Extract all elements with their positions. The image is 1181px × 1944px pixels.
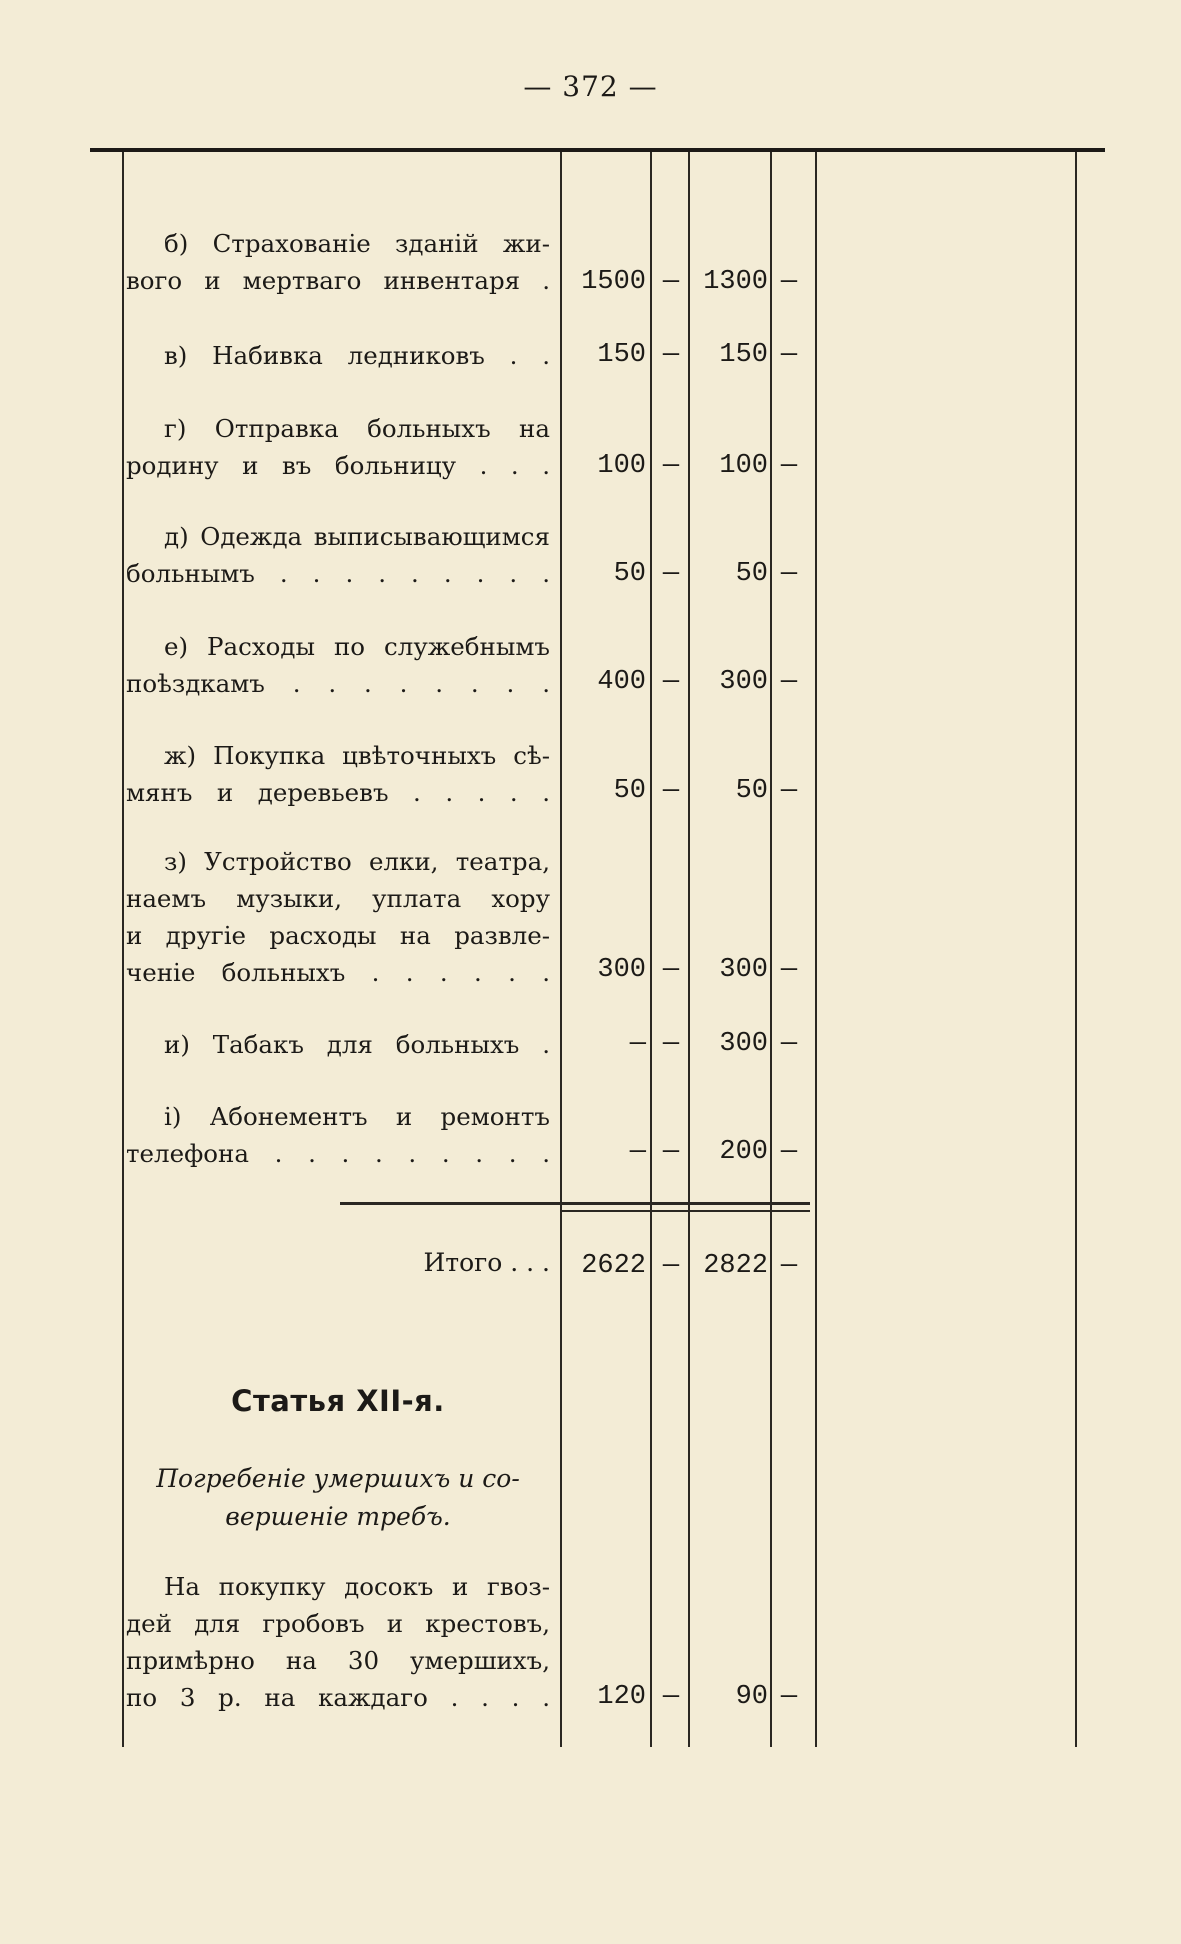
column-rule <box>815 152 817 1747</box>
total-kopeck: — <box>662 1251 680 1281</box>
amount-cell: 100 <box>719 451 768 481</box>
total-amount: 2622 <box>581 1251 646 1281</box>
section-title: Статья XII-я. <box>231 1384 445 1418</box>
amount-cell: 300 <box>719 955 768 985</box>
kopeck-cell: — <box>662 267 680 297</box>
amount-cell: 300 <box>597 955 646 985</box>
total-rule <box>340 1202 810 1205</box>
amount-cell: 50 <box>735 776 768 806</box>
column-rule <box>688 152 690 1747</box>
kopeck-cell: — <box>662 559 680 589</box>
amount-cell: — <box>629 1029 646 1059</box>
kopeck-cell: — <box>662 776 680 806</box>
amount-cell: 400 <box>597 667 646 697</box>
amount-cell: 200 <box>719 1137 768 1167</box>
kopeck-cell: — <box>780 955 798 985</box>
amount-cell: 300 <box>719 667 768 697</box>
column-rule <box>770 152 772 1747</box>
amount-cell: 100 <box>597 451 646 481</box>
kopeck-cell: — <box>780 559 798 589</box>
kopeck-cell: — <box>780 1137 798 1167</box>
amount-cell: 150 <box>719 340 768 370</box>
amount-cell: 120 <box>597 1682 646 1712</box>
kopeck-cell: — <box>780 776 798 806</box>
total-label: Итого . . . <box>423 1248 550 1277</box>
amount-cell: — <box>629 1137 646 1167</box>
row-label: в) Набивка ледниковъ . . <box>164 341 550 370</box>
row-label: з) Устройство елки, театра, наемъ музыки, уплата хору и другіе расходы на развле- ченіе больныхъ . . . . . . <box>126 847 550 987</box>
amount-cell: 50 <box>613 776 646 806</box>
kopeck-cell: — <box>662 667 680 697</box>
kopeck-cell: — <box>662 1029 680 1059</box>
kopeck-cell: — <box>780 1682 798 1712</box>
top-rule <box>90 148 1105 152</box>
row-label: и) Табакъ для больныхъ . <box>164 1030 550 1059</box>
amount-cell: 50 <box>613 559 646 589</box>
total-rule <box>560 1210 810 1212</box>
section-subtitle: Погребеніе умершихъ и со- вершеніе требъ. <box>156 1464 520 1531</box>
amount-cell: 90 <box>735 1682 768 1712</box>
kopeck-cell: — <box>780 451 798 481</box>
column-rule <box>650 152 652 1747</box>
row-label: е) Расходы по служебнымъ поѣздкамъ . . . . . . . . <box>126 632 550 698</box>
kopeck-cell: — <box>662 1682 680 1712</box>
amount-cell: 50 <box>735 559 768 589</box>
amount-cell: 300 <box>719 1029 768 1059</box>
kopeck-cell: — <box>662 1137 680 1167</box>
row-label: г) Отправка больныхъ на родину и въ больницу . . . <box>126 414 550 480</box>
page-number: — 372 — <box>523 70 658 103</box>
kopeck-cell: — <box>662 340 680 370</box>
amount-cell: 150 <box>597 340 646 370</box>
amount-cell: 1300 <box>703 267 768 297</box>
kopeck-cell: — <box>780 267 798 297</box>
kopeck-cell: — <box>780 667 798 697</box>
amount-cell: 1500 <box>581 267 646 297</box>
total-kopeck: — <box>780 1251 798 1281</box>
column-rule <box>1075 152 1077 1747</box>
section-item-label: На покупку досокъ и гвоз- дей для гробовъ и крестовъ, примѣрно на 30 умершихъ, по 3 р. на каждаго . . . . <box>126 1572 550 1712</box>
row-label: б) Страхованіе зданій жи- вого и мертваго инвентаря . <box>126 229 550 295</box>
kopeck-cell: — <box>780 340 798 370</box>
row-label: ж) Покупка цвѣточныхъ сѣ- мянъ и деревьевъ . . . . . <box>126 741 550 807</box>
kopeck-cell: — <box>780 1029 798 1059</box>
kopeck-cell: — <box>662 451 680 481</box>
row-label: д) Одежда выписывающимся больнымъ . . . . . . . . . <box>126 522 550 588</box>
total-amount: 2822 <box>703 1251 768 1281</box>
column-rule <box>560 152 562 1747</box>
kopeck-cell: — <box>662 955 680 985</box>
row-label: і) Абонементъ и ремонтъ телефона . . . . . . . . . <box>126 1102 550 1168</box>
column-rule <box>122 152 124 1747</box>
